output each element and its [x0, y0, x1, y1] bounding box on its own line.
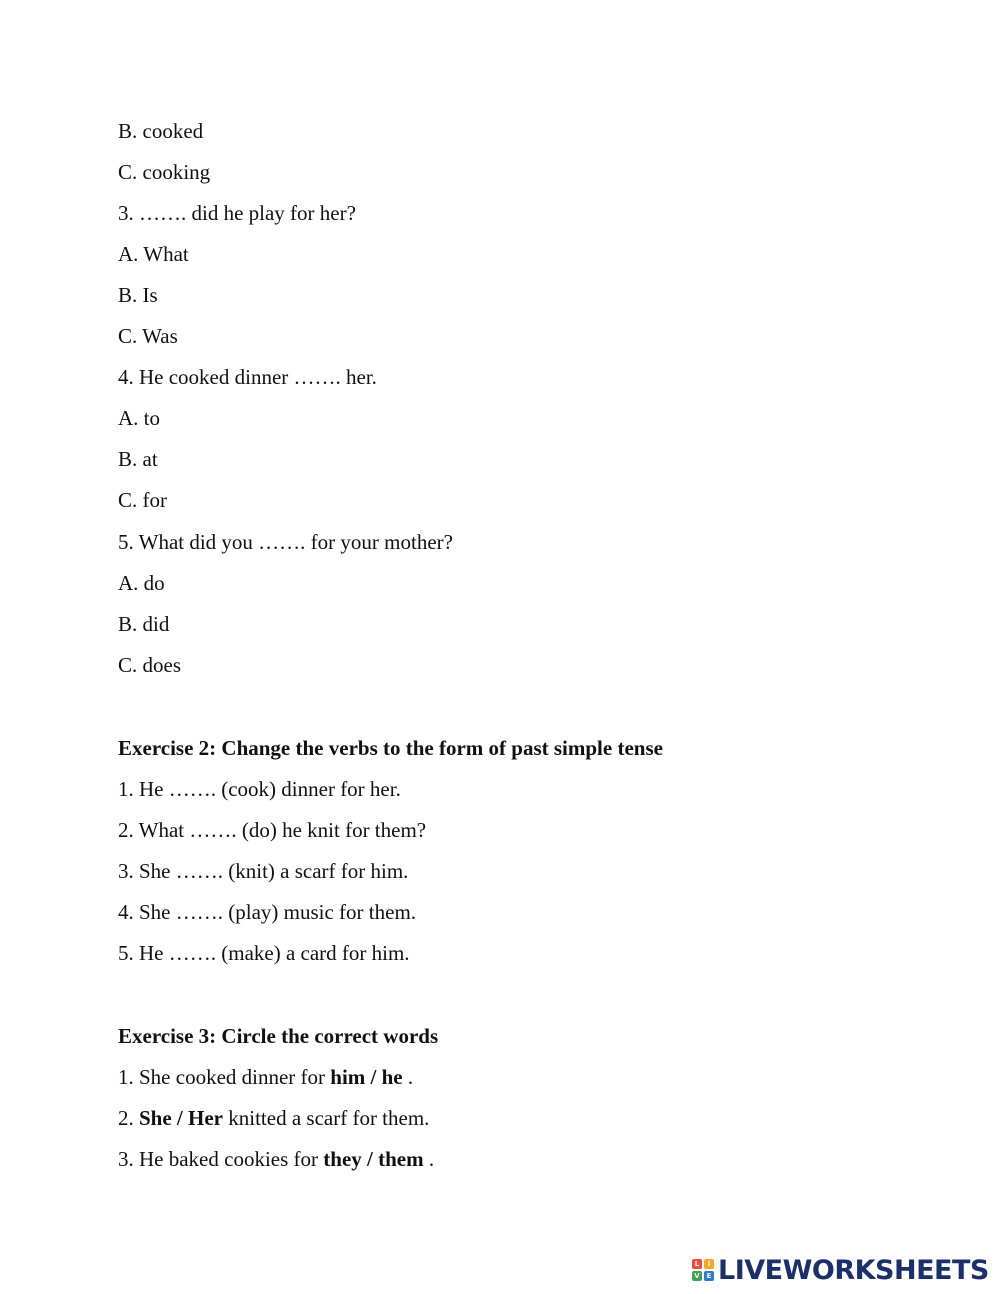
- exercise-3-title: Exercise 3: Circle the correct words: [118, 1024, 439, 1048]
- logo-tile-i: I: [704, 1259, 714, 1269]
- exercise-3-item-2: [118, 1105, 429, 1131]
- exercise-2-item-4: 4. She ……. (play) music for them.: [118, 900, 417, 924]
- exercise-3-item-2-choice[interactable]: She / Her: [139, 1106, 223, 1130]
- exercise-3-item-3-end: .: [423, 1147, 435, 1171]
- option-a-q3: A. What: [118, 242, 189, 266]
- option-a-q5: A. do: [118, 571, 165, 595]
- liveworksheets-logo-icon: [692, 1259, 714, 1281]
- option-c-q3: C. Was: [118, 324, 178, 348]
- exercise-3-item-3-choice[interactable]: they / them: [323, 1147, 424, 1171]
- exercise-3-item-1: [118, 1064, 413, 1090]
- logo-wordmark: LIVEWORKSHEETS: [718, 1254, 989, 1286]
- logo-tile-e: E: [704, 1271, 714, 1281]
- option-b-q2: B. cooked: [118, 119, 204, 143]
- liveworksheets-logo: [692, 1252, 989, 1288]
- exercise-3-item-1-end: .: [402, 1065, 414, 1089]
- exercise-2-item-1: 1. He ……. (cook) dinner for her.: [118, 777, 401, 801]
- option-a-q4: A. to: [118, 406, 160, 430]
- exercise-3-item-2-text: 2.: [118, 1106, 139, 1130]
- logo-tile-l: L: [692, 1259, 702, 1269]
- option-b-q5: B. did: [118, 612, 170, 636]
- option-c-q4: C. for: [118, 488, 167, 512]
- option-c-q2: C. cooking: [118, 160, 211, 184]
- exercise-2-item-5: 5. He ……. (make) a card for him.: [118, 941, 410, 965]
- logo-tile-v: V: [692, 1271, 702, 1281]
- option-b-q4: B. at: [118, 447, 158, 471]
- exercise-3-item-3-text: 3. He baked cookies for: [118, 1147, 324, 1171]
- exercise-2-item-2: 2. What ……. (do) he knit for them?: [118, 818, 427, 842]
- exercise-3-item-3: [118, 1146, 434, 1172]
- exercise-3-item-2-end: knitted a scarf for them.: [223, 1106, 430, 1130]
- question-4: 4. He cooked dinner ……. her.: [118, 365, 377, 389]
- exercise-2-title: Exercise 2: Change the verbs to the form of past simple tense: [118, 736, 663, 760]
- option-b-q3: B. Is: [118, 283, 158, 307]
- exercise-3-item-1-text: 1. She cooked dinner for: [118, 1065, 331, 1089]
- question-3: 3. ……. did he play for her?: [118, 201, 356, 225]
- question-5: 5. What did you ……. for your mother?: [118, 530, 453, 554]
- exercise-2-item-3: 3. She ……. (knit) a scarf for him.: [118, 859, 409, 883]
- exercise-3-item-1-choice[interactable]: him / he: [330, 1065, 403, 1089]
- option-c-q5: C. does: [118, 653, 181, 677]
